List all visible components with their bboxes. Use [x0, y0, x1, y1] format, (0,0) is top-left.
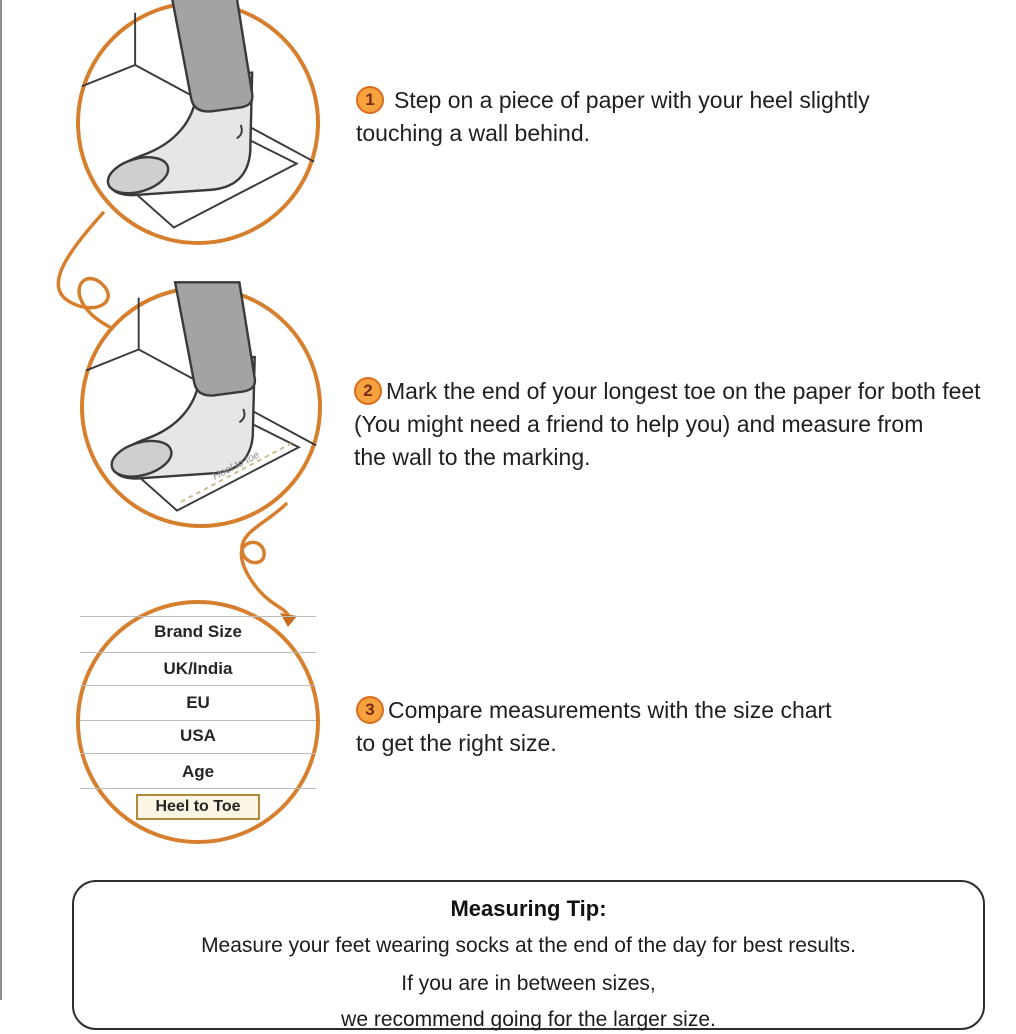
step-1 [356, 84, 1016, 150]
step-1-line-2: touching a wall behind. [356, 120, 590, 146]
divider [80, 616, 316, 617]
divider [80, 753, 316, 754]
left-edge-line [0, 0, 2, 1000]
step-2 [354, 375, 1014, 474]
leg [172, 0, 253, 111]
foot-on-paper-icon [80, 5, 316, 241]
step-1-number-badge: 1 [356, 86, 384, 114]
step-1-line-1: Step on a piece of paper with your heel slightly [394, 87, 870, 113]
measuring-tip-line-2: If you are in between sizes, [401, 972, 656, 995]
heel-to-toe-highlight-box: Heel to Toe [136, 794, 260, 820]
size-chart-row: Brand Size [154, 622, 242, 641]
step-3 [356, 694, 1016, 760]
measuring-tip-title: Measuring Tip: [450, 896, 607, 921]
step-2-line-2: (You might need a friend to help you) and measure from [354, 411, 924, 437]
divider [80, 685, 316, 686]
measuring-tip-box [72, 880, 985, 1030]
size-chart-circle [76, 600, 320, 844]
divider [80, 720, 316, 721]
step-2-line-1: Mark the end of your longest toe on the paper for both feet [386, 378, 981, 404]
step-2-number-badge: 2 [354, 377, 382, 405]
leg [175, 282, 255, 395]
step-3-line-2: to get the right size. [356, 730, 557, 756]
size-chart-row: EU [186, 693, 210, 712]
divider [80, 652, 316, 653]
size-chart-row: UK/India [163, 659, 233, 678]
measuring-tip-partial-line: we recommend going for the larger size. [341, 1008, 716, 1031]
step-3-line-1: Compare measurements with the size chart [388, 697, 832, 723]
step-2-line-3: the wall to the marking. [354, 444, 591, 470]
size-chart-row: Age [181, 762, 215, 781]
foot-on-paper-illustration-1 [76, 1, 320, 245]
size-chart-row: USA [180, 726, 216, 745]
foot-measure-icon [84, 290, 318, 524]
heel-to-toe-label: Heel to toe [210, 448, 262, 483]
step-3-number-badge: 3 [356, 696, 384, 724]
divider [80, 788, 316, 789]
measuring-tip-line-1: Measure your feet wearing socks at the end of the day for best results. [201, 934, 856, 957]
foot-on-paper-illustration-2 [80, 286, 322, 528]
